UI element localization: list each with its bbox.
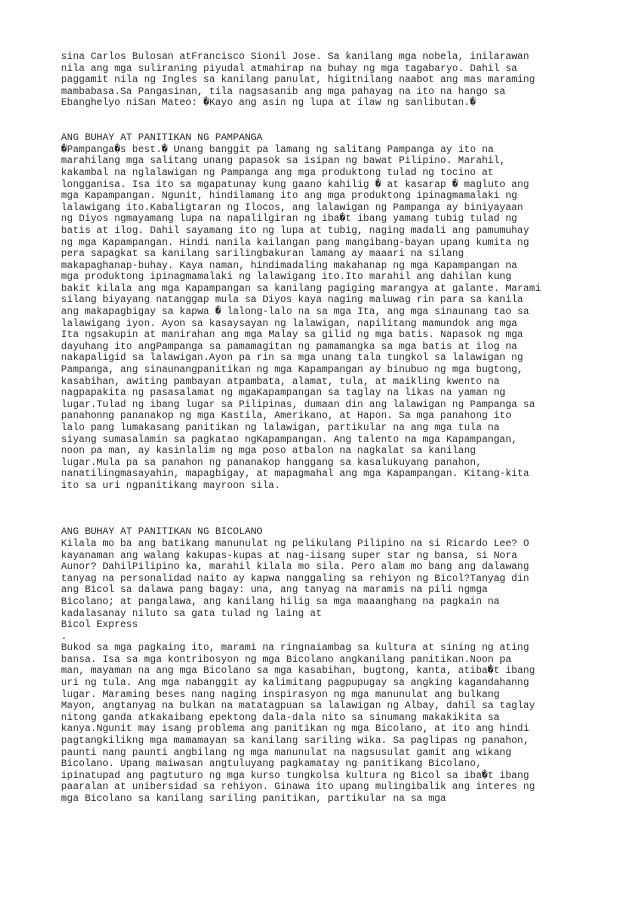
text-line: kanya.Ngunit may isang problema ang panitikan ng mga Bicolano, at ito ang hindi — [61, 723, 530, 735]
text-line: marahilang mga salitang unang papasok sa isipan ng bawat Pilipino. Marahil, — [61, 155, 506, 167]
text-line: bakit kilala ang mga Kapampangan sa kanilang pagiging marangya at galante. Marami — [61, 282, 542, 294]
text-line: mambabasa.Sa Pangasinan, tila nagsasanib ang mga pahayag na ito na hango sa — [61, 85, 506, 97]
text-line: nanatilingmasayahin, mapagbigay, at mapagmahal ang mga Kapampangan. Kitang-kita — [61, 468, 530, 480]
text-line: makapaghanap-buhay. Kaya naman, hindimadaling makahanap ng mga Kapampangan na — [61, 259, 518, 271]
text-line: kasabihan, awiting pambayan atpambata, alamat, tula, at maikling kwento na — [61, 375, 500, 387]
text-line: lugar.Mula pa sa panahon ng pananakop hanggang sa kasalukuyang panahon, — [61, 456, 482, 468]
text-line: paunti nang paunti angbilang ng mga manunulat na nagsusulat gamit ang wikang — [61, 746, 512, 758]
pampanga-section — [61, 132, 621, 491]
text-line: siyang sumasalamin sa pagkatao ngKapampangan. Ang talento na mga Kapampangan, — [61, 433, 518, 445]
text-line: ang Bicol sa dalawa pang bagay: una, ang tanyag na maramis na pili ngmga — [61, 584, 488, 596]
text-line: lugar.Tulad ng ibang lugar sa Pilipinas, dumaan din ang lalawigan ng Pampanga sa — [61, 398, 536, 410]
text-line: Mayon, angtanyag na bulkan na matatagpuan sa lalawigan ng Albay, dahil sa taglay — [61, 700, 536, 712]
text-line: lalo pang lumakasang panitikan ng lalawigan, partikular na ang mga tula na — [61, 422, 500, 433]
text-line: bansa. Isa sa mga kontribosyon ng mga Bicolano angkanilang panitikan.Noon pa — [61, 653, 512, 665]
text-line: Bicolano. Upang maiwasan angtuluyang pagkamatay ng panitikang Bicolano, — [61, 758, 482, 770]
document-page — [61, 51, 621, 805]
text-line: lalawigang iyon. Ayon sa kasaysayan ng lalawigan, napilitang mamundok ang mga — [61, 317, 518, 329]
text-line: nakapaligid sa lalawigan.Ayon pa rin sa mga unang tala tungkol sa lalawigan ng — [61, 352, 524, 364]
text-line: mga Bicolano sa kanilang sariling panitikan, partikular na sa mga — [61, 793, 447, 805]
text-line: nila ang mga suliraning piyudal atmahirap na buhay ng mga tagabaryo. Dahil sa — [61, 62, 518, 74]
text-line: �Pampanga�s best.� Unang banggit pa lamang ng salitang Pampanga ay ito na — [61, 143, 494, 155]
text-line: paggamit nila ng Ingles sa kanilang panulat, higitnilang naabot ang mas maraming — [61, 74, 536, 86]
spacer — [61, 109, 621, 132]
dish-name: Bicol Express — [61, 619, 139, 631]
text-line: silang biyayang natanggap mula sa Diyos kaya naging maluwag rin para sa kanila — [61, 294, 524, 306]
text-line: Ebanghelyo niSan Mateo: �Kayo ang asin ng lupa at ilaw ng sanlibutan.� — [61, 97, 476, 109]
text-line: mga Kapampangan. Ngunit, hindilamang ito ang mga produktong ipinagmamalaki ng — [61, 190, 518, 202]
text-line: kadalasanay niluto sa gata tulad ng laing at — [61, 607, 322, 619]
text-line: panahonng pananakop ng mga Kastila, Amerikano, at Hapon. Sa mga panahong ito — [61, 410, 512, 422]
text-line: dayuhang ito angPampanga sa pamamagitan ng pamamangka sa mga batis at ilog na — [61, 340, 518, 352]
text-line: pera sapagkat sa kanilang sarilingbakuran lamang ay maaari na silang — [61, 248, 464, 260]
text-line: mga produktong ipinagmamalaki ng lalawigang ito.Ito marahil ang dahilan kung — [61, 271, 512, 283]
intro-paragraph — [61, 51, 621, 109]
text-line: paaralan at unibersidad sa rehiyon. Ginawa ito upang mulingibalik ang interes ng — [61, 781, 536, 793]
text-line: lugar. Maraming beses nang naging inspirasyon ng mga manunulat ang bulkang — [61, 688, 500, 700]
bicolano-heading: ANG BUHAY AT PANITIKAN NG BICOLANO — [61, 526, 263, 538]
text-line: noon pa man, ay kasinlalim ng mga poso atbalon na nagkalat sa kanilang — [61, 445, 476, 457]
text-line: batis at ilog. Dahil sayamang ito ng lupa at tubig, naging madali ang pamumuhay — [61, 224, 530, 236]
text-line: ang makapagbigay sa kapwa � lalong-lalo na sa mga Ita, ang mga sinaunang tao sa — [61, 306, 530, 318]
text-line: nitong ganda atkakaibang epektong dala-dala nito sa sinumang makakikita sa — [61, 711, 500, 723]
text-line: ito sa uri ngpanitikang mayroon sila. — [61, 479, 281, 491]
text-line: Bicolano; at pangalawa, ang kanilang hilig sa mga maaanghang na pagkain na — [61, 595, 500, 607]
text-line: Aunor? DahilPilipino ka, marahil kilala mo sila. Pero alam mo bang ang dalawang — [61, 561, 530, 573]
pampanga-heading: ANG BUHAY AT PANITIKAN NG PAMPANGA — [61, 132, 263, 144]
text-line: ipinatupad ang pagtuturo ng mga kurso tungkolsa kultura ng Bicol sa iba�t ibang — [61, 769, 530, 781]
text-line: ng Diyos ngmayamang lupa na napalilgiran ng iba�t ibang yamang tubig tulad ng — [61, 213, 518, 225]
text-line: man, mayaman na ang mga Bicolano sa mga kasabihan, bugtong, kanta, atiba�t ibang — [61, 665, 536, 677]
text-line: Ita ngsakupin at manirahan ang mga Malay sa gilid ng mga batis. Napasok ng mga — [61, 329, 524, 341]
period-line: . — [61, 630, 67, 642]
text-line: longganisa. Isa ito sa mgapatunay kung gaano kahilig � at kasarap � magluto ang — [61, 178, 530, 190]
text-line: sina Carlos Bulosan atFrancisco Sionil Jose. Sa kanilang mga nobela, inilarawan — [61, 51, 530, 62]
text-line: ng mga Kapampangan. Hindi nanila kailangan pang mangibang-bayan upang kumita ng — [61, 236, 530, 248]
spacer — [61, 492, 621, 527]
text-line: Pampanga, ang sinaunangpanitikan ng mga Kapampangan ay binubuo ng mga bugtong, — [61, 364, 524, 376]
text-line: lalawigang ito.Kabaligtaran ng Ilocos, ang lalawigan ng Pampanga ay biniyayaan — [61, 201, 524, 213]
text-line: Bukod sa mga pagkaing ito, marami na ringnaiambag sa kultura at sining ng ating — [61, 642, 530, 654]
text-line: nagpapakita ng pasasalamat ng mgaKapampangan sa taglay na likas na yaman ng — [61, 387, 506, 399]
text-line: kakambal na nglalawigan ng Pampanga ang mga produktong tulad ng tocino at — [61, 166, 494, 178]
text-line: pagtangkilikng mga mamamayan sa kanilang sariling wika. Sa paglipas ng panahon, — [61, 735, 530, 747]
text-line: tanyag na personalidad naito ay kapwa nanggaling sa rehiyon ng Bicol?Tanyag din — [61, 572, 530, 584]
text-line: kayanaman ang walang kakupas-kupas at nag-iisang super star ng bansa, si Nora — [61, 549, 518, 561]
text-line: uri ng tula. Ang mga nabanggit ay kalimitang pagpupugay sa angking kagandahanng — [61, 677, 530, 689]
text-line: Kilala mo ba ang batikang manunulat ng pelikulang Pilipino na si Ricardo Lee? O — [61, 537, 530, 549]
bicolano-section — [61, 526, 621, 804]
